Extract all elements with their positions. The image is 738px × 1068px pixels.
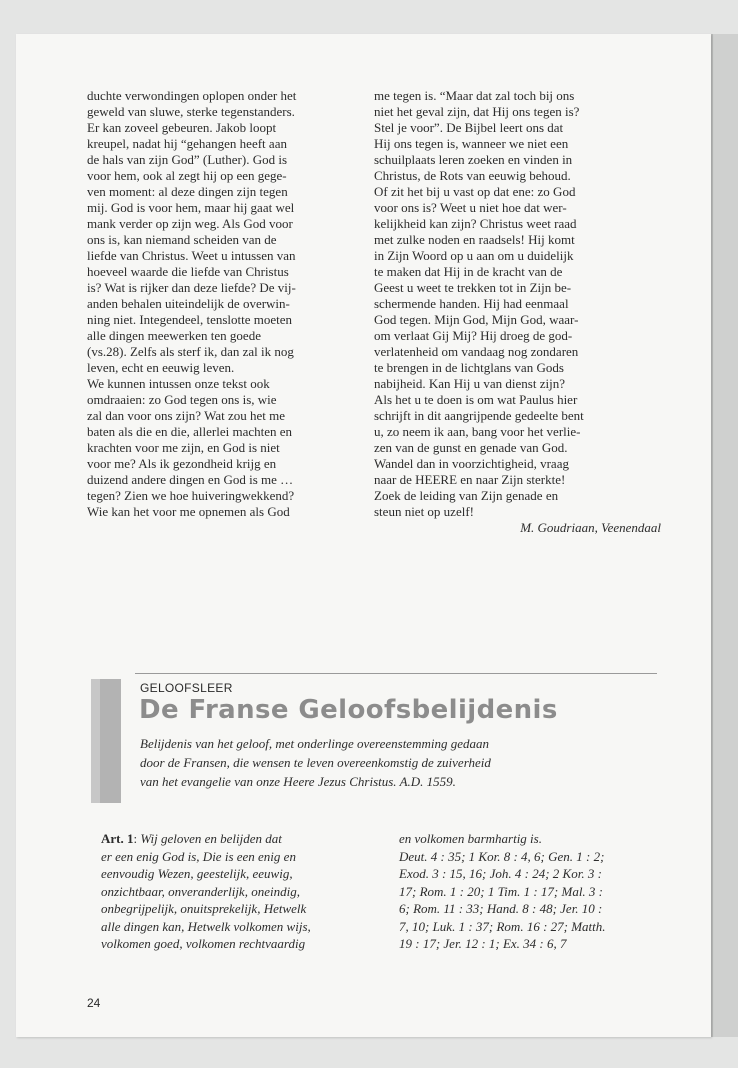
- text-line: Stel je voor”. De Bijbel leert ons dat: [374, 120, 564, 135]
- text-line: steun niet op uzelf!: [374, 504, 474, 519]
- text-line: mank verder op zijn weg. Als God voor: [87, 216, 293, 231]
- subtitle-line: van het evangelie van onze Heere Jezus Christus. A.D. 1559.: [140, 774, 456, 789]
- text-line: kreupel, nadat hij “gehangen heeft aan: [87, 136, 287, 151]
- adjacent-page-edge: [711, 34, 738, 1037]
- text-line: is? Wat is rijker dan deze liefde? De vij-: [87, 280, 296, 295]
- text-line: voor ons is? Weet u niet hoe dat wer-: [374, 200, 567, 215]
- text-line: geweld van sluwe, sterke tegenstanders.: [87, 104, 295, 119]
- left-text-column: [87, 88, 347, 520]
- section-title: De Franse Geloofsbelijdenis: [139, 695, 558, 725]
- text-line: Christus, de Rots van eeuwig behoud.: [374, 168, 571, 183]
- article-label: Art. 1: [101, 831, 134, 846]
- subtitle-line: Belijdenis van het geloof, met onderlinge overeenstemming gedaan: [140, 736, 489, 751]
- text-line: (vs.28). Zelfs als sterf ik, dan zal ik nog: [87, 344, 294, 359]
- text-line: zen van de gunst en genade van God.: [374, 440, 568, 455]
- text-line: me tegen is. “Maar dat zal toch bij ons: [374, 88, 575, 103]
- scripture-references: 7, 10; Luk. 1 : 37; Rom. 16 : 27; Matth.: [399, 918, 606, 934]
- scripture-references: Exod. 3 : 15, 16; Joh. 4 : 24; 2 Kor. 3 :: [399, 866, 602, 881]
- article-colon: :: [133, 831, 141, 846]
- scripture-references: 19 : 17; Jer. 12 : 1; Ex. 34 : 6, 7: [399, 936, 567, 951]
- text-line: ons is, kan niemand scheiden van de: [87, 232, 277, 247]
- text-line: schrijft in dit aangrijpende gedeelte bent: [374, 408, 584, 423]
- text-line: verlatenheid om vandaag nog zondaren: [374, 344, 579, 359]
- article-first-line: [101, 830, 376, 848]
- article-right-column: [399, 830, 674, 953]
- text-line: zal dan voor ons zijn? Wat zou het me: [87, 408, 285, 423]
- text-line: kelijkheid kan zijn? Christus weet raad: [374, 216, 577, 231]
- article-left-column: [101, 830, 376, 953]
- section-subtitle: [140, 734, 660, 791]
- text-line: krachten voor me zijn, en God is niet: [87, 440, 280, 455]
- text-line: Er kan zoveel gebeuren. Jakob loopt: [87, 120, 277, 135]
- text-line: hoeveel waarde die liefde van Christus: [87, 264, 289, 279]
- article-line: volkomen goed, volkomen rechtvaardig: [101, 936, 306, 951]
- text-line: nabijheid. Kan Hij u van dienst zijn?: [374, 376, 565, 391]
- text-line: baten als die en die, allerlei machten en: [87, 424, 293, 439]
- article-line: onzichtbaar, onveranderlijk, oneindig,: [101, 883, 300, 899]
- text-line: met zulke noden en raadsels! Hij komt: [374, 232, 575, 247]
- text-line: God tegen. Mijn God, Mijn God, waar-: [374, 312, 579, 327]
- page-fold-shadow: [711, 34, 713, 1037]
- text-line: liefde van Christus. Weet u intussen van: [87, 248, 296, 263]
- text-line: We kunnen intussen onze tekst ook: [87, 376, 270, 391]
- text-line: Of zit het bij u vast op dat ene: zo God: [374, 184, 576, 199]
- text-line: Wie kan het voor me opnemen als God: [87, 504, 290, 519]
- text-line: voor hem, ook al zegt hij op een gege-: [87, 168, 287, 183]
- text-line: schuilplaats leren zoeken en vinden in: [374, 152, 573, 167]
- page-number: 24: [87, 996, 101, 1010]
- text-line: u, zo neem ik aan, bang voor het verlie-: [374, 424, 581, 439]
- right-text-column: [374, 88, 661, 536]
- text-line: mij. God is voor hem, maar hij gaat wel: [87, 200, 295, 215]
- text-line: ven moment: al deze dingen zijn tegen: [87, 184, 288, 199]
- text-line: anden behalen uiteindelijk de overwin-: [87, 296, 290, 311]
- text-line: Als het u te doen is om wat Paulus hier: [374, 392, 578, 407]
- author-signature: M. Goudriaan, Veenendaal: [520, 520, 661, 535]
- text-line: om verlaat Gij Mij? Hij droeg de god-: [374, 328, 573, 343]
- article-line: alle dingen kan, Hetwelk volkomen wijs,: [101, 918, 311, 934]
- text-line: Wandel dan in voorzichtigheid, vraag: [374, 456, 569, 471]
- section-accent-bar-shade: [100, 679, 121, 803]
- article-line: en volkomen barmhartig is.: [399, 831, 542, 846]
- text-line: ning niet. Integendeel, tenslotte moeten: [87, 312, 293, 327]
- article-first-line-text: Wij geloven en belijden dat: [140, 831, 282, 846]
- scripture-references: Deut. 4 : 35; 1 Kor. 8 : 4, 6; Gen. 1 : 2;: [399, 848, 605, 864]
- text-line: Geest u weet te trekken tot in Zijn be-: [374, 280, 572, 295]
- article-line: er een enig God is, Die is een enig en: [101, 848, 296, 864]
- text-line: Zoek de leiding van Zijn genade en: [374, 488, 559, 503]
- text-line: duchte verwondingen oplopen onder het: [87, 88, 297, 103]
- section-category: GELOOFSLEER: [140, 681, 233, 695]
- article-line: onbegrijpelijk, onuitsprekelijk, Hetwelk: [101, 901, 307, 916]
- text-line: niet het geval zijn, dat Hij ons tegen is?: [374, 104, 580, 119]
- text-line: Hij ons tegen is, wanneer we niet een: [374, 136, 569, 151]
- text-line: te maken dat Hij in de kracht van de: [374, 264, 563, 279]
- subtitle-line: door de Fransen, die wensen te leven overeenkomstig de zuiverheid: [140, 755, 491, 770]
- text-line: duizend andere dingen en God is me …: [87, 472, 294, 487]
- scripture-references: 17; Rom. 1 : 20; 1 Tim. 1 : 17; Mal. 3 :: [399, 883, 604, 899]
- text-line: alle dingen meewerken ten goede: [87, 328, 261, 343]
- text-line: naar de HEERE en naar Zijn sterkte!: [374, 472, 566, 487]
- section-divider: [135, 673, 657, 674]
- text-line: tegen? Zien we hoe huiveringwekkend?: [87, 488, 295, 503]
- text-line: voor me? Als ik gezondheid krijg en: [87, 456, 277, 471]
- text-line: schermende handen. Hij had eenmaal: [374, 296, 569, 311]
- article-line: eenvoudig Wezen, geestelijk, eeuwig,: [101, 866, 293, 881]
- text-line: omdraaien: zo God tegen ons is, wie: [87, 392, 277, 407]
- scripture-references: 6; Rom. 11 : 33; Hand. 8 : 48; Jer. 10 :: [399, 901, 603, 916]
- text-line: in Zijn Woord op u aan om u duidelijk: [374, 248, 574, 263]
- text-line: te brengen in de lichtglans van Gods: [374, 360, 564, 375]
- text-line: leven, echt en eeuwig leven.: [87, 360, 235, 375]
- text-line: de hals van zijn God” (Luther). God is: [87, 152, 288, 167]
